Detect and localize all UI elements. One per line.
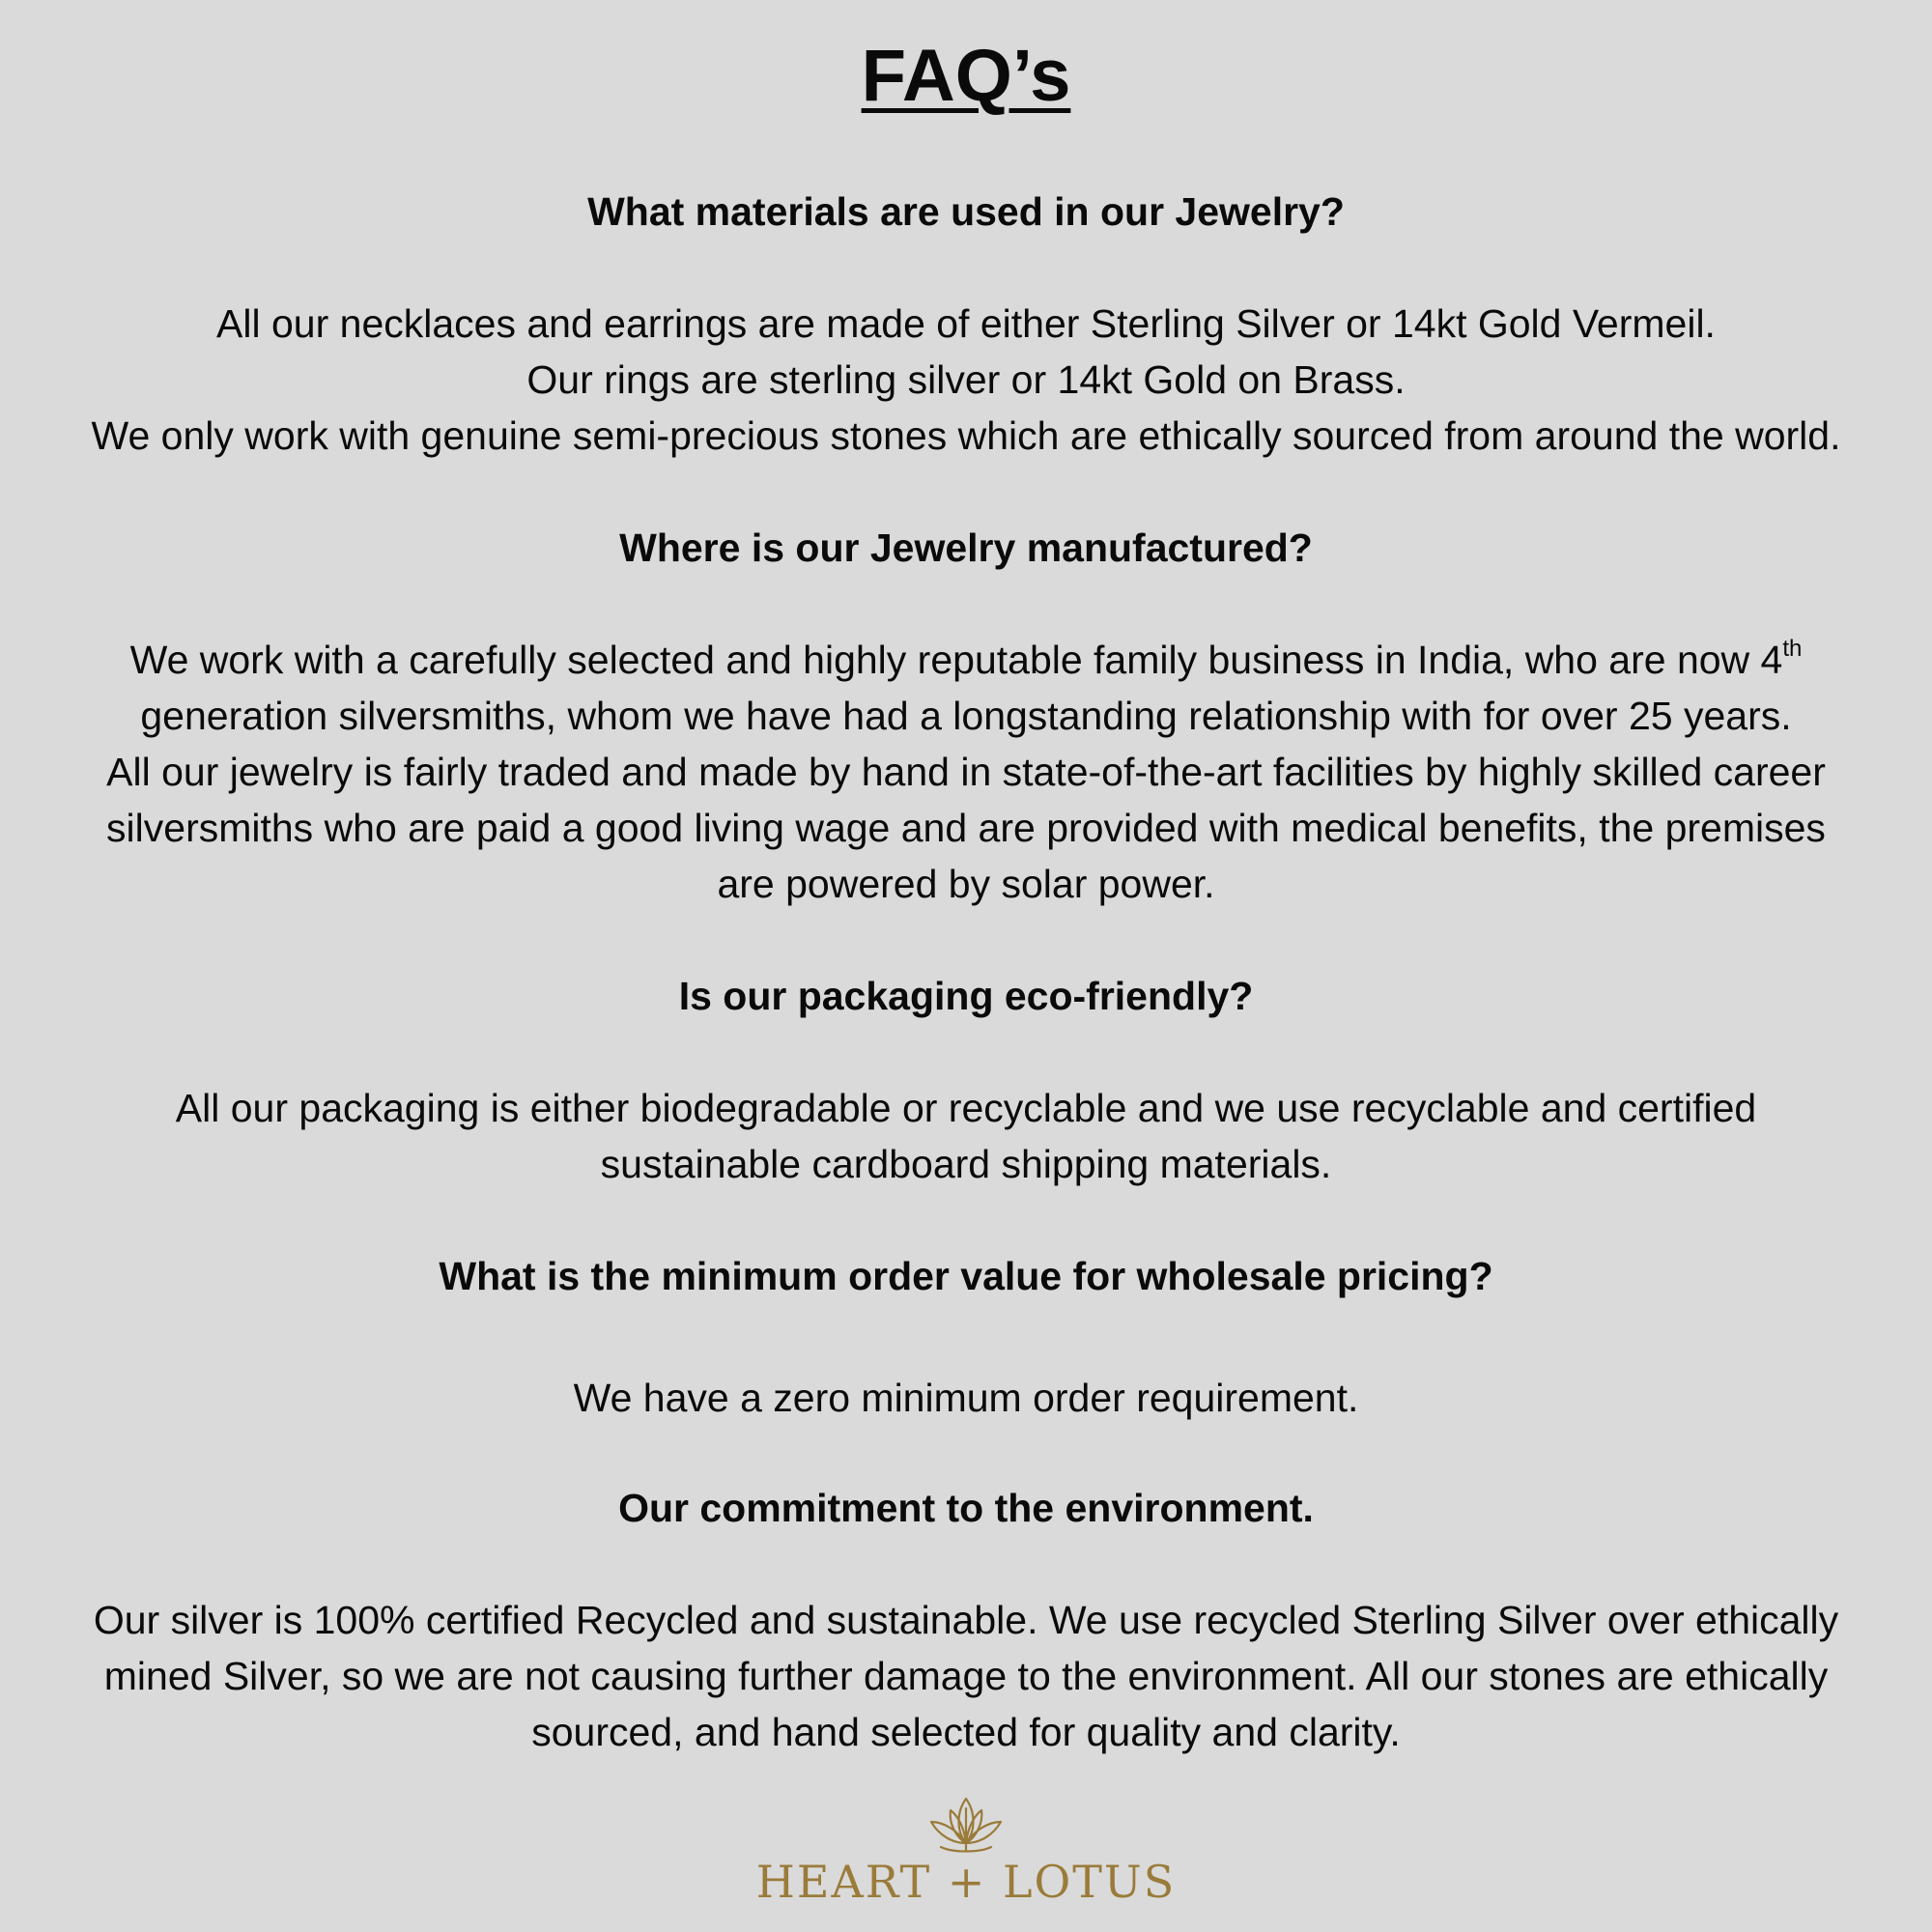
faq-question-environment: Our commitment to the environment. (618, 1486, 1314, 1530)
faq-answer-minimum-order (58, 1370, 1874, 1426)
faq-answer-materials (58, 296, 1874, 464)
answer-line: All our packaging is either biodegradable or recyclable and we use recyclable and certified (175, 1086, 1757, 1130)
faq-answer-manufacturing (58, 632, 1874, 912)
answer-line (58, 632, 1874, 688)
faq-answer-environment (58, 1592, 1874, 1760)
faq-question-packaging: Is our packaging eco-friendly? (678, 974, 1254, 1018)
answer-line: Our rings are sterling silver or 14kt Gold on Brass. (526, 357, 1406, 402)
lotus-icon (927, 1795, 1005, 1855)
answer-line: silversmiths who are paid a good living wage and are provided with medical benefits, the premises (106, 806, 1826, 850)
faq-question-manufacturing: Where is our Jewelry manufactured? (619, 526, 1313, 570)
answer-line: All our jewelry is fairly traded and made by hand in state-of-the-art facilities by highly skilled career (106, 750, 1826, 794)
answer-line: Our silver is 100% certified Recycled and sustainable. We use recycled Sterling Silver over ethically (93, 1598, 1839, 1642)
faq-answer-packaging (58, 1080, 1874, 1192)
ordinal-suffix: th (1782, 636, 1803, 662)
answer-line: sourced, and hand selected for quality and clarity. (531, 1710, 1401, 1754)
answer-line: We only work with genuine semi-precious stones which are ethically sourced from around the world. (91, 413, 1841, 458)
brand-logo (676, 1795, 1256, 1911)
answer-line: generation silversmiths, whom we have had a longstanding relationship with for over 25 years. (140, 694, 1792, 738)
answer-line: are powered by solar power. (717, 862, 1215, 906)
answer-line: All our necklaces and earrings are made of either Sterling Silver or 14kt Gold Vermeil. (216, 301, 1716, 346)
answer-line: We have a zero minimum order requirement. (573, 1376, 1359, 1420)
answer-line-text: We work with a carefully selected and highly reputable family business in India, who are now 4 (129, 638, 1783, 682)
page-title: FAQ’s (861, 35, 1071, 117)
answer-line: sustainable cardboard shipping materials. (600, 1142, 1332, 1186)
faq-question-minimum-order: What is the minimum order value for wholesale pricing? (439, 1254, 1493, 1298)
faq-question-materials: What materials are used in our Jewelry? (587, 189, 1345, 234)
answer-line: mined Silver, so we are not causing further damage to the environment. All our stones are ethically (103, 1654, 1829, 1698)
brand-name: HEART + LOTUS (755, 1856, 1177, 1908)
